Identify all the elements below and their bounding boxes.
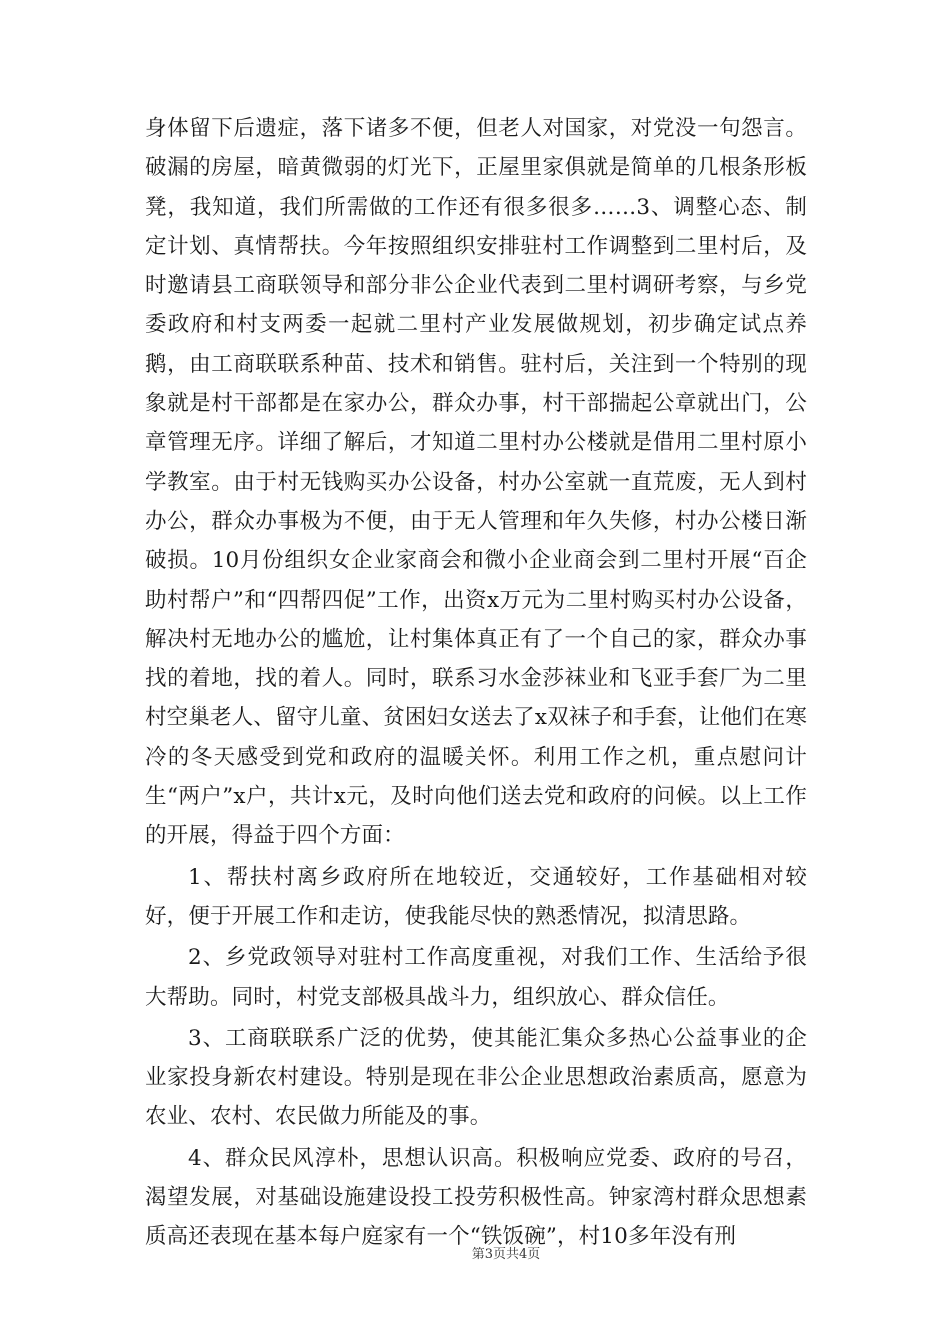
page-number-footer: 第3页共4页 [471, 1247, 541, 1262]
body-text [145, 109, 807, 1257]
paragraph-3: 2、乡党政领导对驻村工作高度重视，对我们工作、生活给予很大帮助。同时，村党支部极具战斗力，组织放心、群众信任。 [145, 945, 807, 1010]
paragraph-1: 身体留下后遗症，落下诸多不便，但老人对国家，对党没一句怨言。破漏的房屋，暗黄微弱的灯光下，正屋里家俱就是简单的几根条形板凳，我知道，我们所需做的工作还有很多很多……3、调整心态、制定计划、真情帮扶。今年按照组织安排驻村工作调整到二里村后，及时邀请县工商联领导和部分非公企业代表到二里村调研考察，与乡党委政府和村支两委一起就二里村产业发展做规划，初步确定试点养鹅，由工商联联系种苗、技术和销售。驻村后，关注到一个特别的现象就是村干部都是在家办公，群众办事，村干部揣起公章就出门，公章管理无序。详细了解后，才知道二里村办公楼就是借用二里村原小学教室。由于村无钱购买办公设备，村办公室就一直荒废，无人到村办公，群众办事极为不便，由于无人管理和年久失修，村办公楼日渐破损。10月份组织女企业家商会和微小企业商会到二里村开展“百企助村帮户”和“四帮四促”工作，出资x万元为二里村购买村办公设备，解决村无地办公的尴尬，让村集体真正有了一个自己的家，群众办事找的着地，找的着人。同时，联系习水金莎袜业和飞亚手套厂为二里村空巢老人、留守儿童、贫困妇女送去了x双袜子和手套，让他们在寒冷的冬天感受到党和政府的温暖关怀。利用工作之机，重点慰问计生“两户”x户，共计x元，及时向他们送去党和政府的问候。以上工作的开展，得益于四个方面： [145, 116, 807, 849]
paragraph-2: 1、帮扶村离乡政府所在地较近，交通较好，工作基础相对较好，便于开展工作和走访，使我能尽快的熟悉情况，拟清思路。 [145, 864, 807, 929]
paragraph-5: 4、群众民风淳朴，思想认识高。积极响应党委、政府的号召，渴望发展，对基础设施建设投工投劳积极性高。钟家湾村群众思想素质高还表现在基本每户庭家有一个“铁饭碗”，村10多年没有刑 [145, 1145, 807, 1250]
paragraph-4: 3、工商联联系广泛的优势，使其能汇集众多热心公益事业的企业家投身新农村建设。特别是现在非公企业思想政治素质高，愿意为农业、农村、农民做力所能及的事。 [145, 1025, 807, 1130]
